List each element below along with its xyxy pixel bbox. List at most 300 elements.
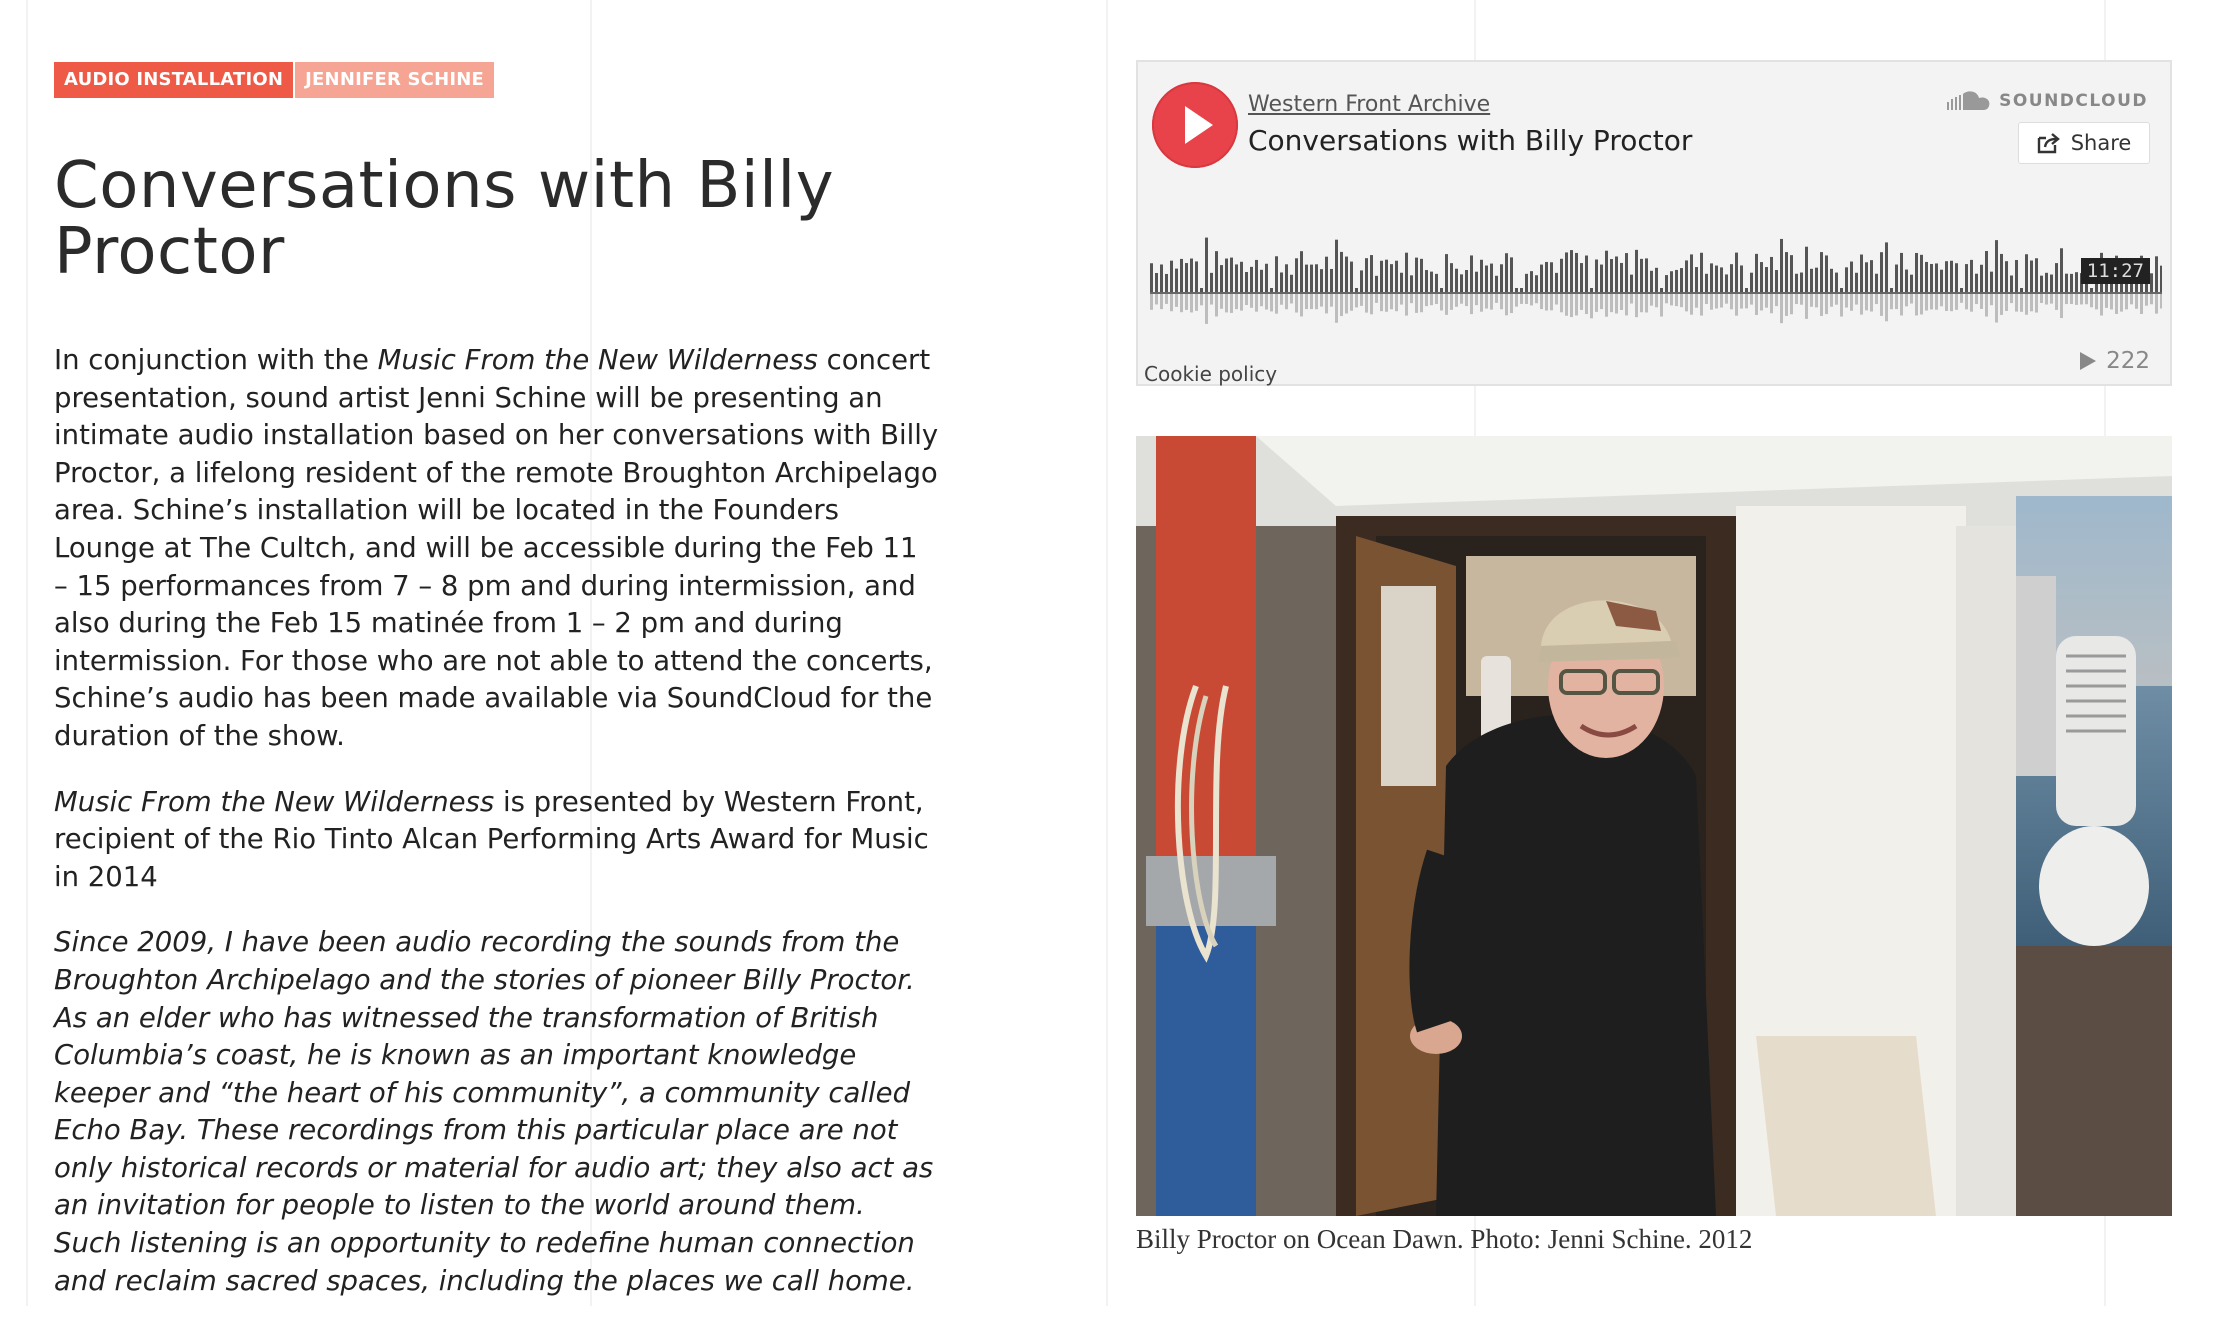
waveform-bar — [1670, 271, 1673, 292]
waveform-bar — [1395, 261, 1398, 292]
waveform-reflection — [1515, 294, 1518, 307]
waveform-bar — [1750, 273, 1753, 292]
waveform-reflection — [1920, 294, 1923, 314]
waveform-bar — [1905, 270, 1908, 292]
waveform-bar — [1545, 262, 1548, 292]
waveform-reflection — [1685, 294, 1688, 311]
waveform-reflection — [2080, 294, 2083, 304]
waveform-bar — [1490, 264, 1493, 292]
waveform-reflection — [1955, 294, 1958, 310]
waveform-reflection — [2025, 294, 2028, 315]
waveform-bar — [1705, 274, 1708, 292]
waveform-reflection — [1830, 294, 1833, 307]
waveform-reflection — [1215, 294, 1218, 316]
waveform-reflection — [1325, 294, 1328, 313]
waveform-reflection — [2055, 294, 2058, 310]
waveform-reflection — [1190, 294, 1193, 312]
waveform-reflection — [1635, 294, 1638, 317]
waveform-reflection — [2010, 294, 2013, 303]
waveform-reflection — [1225, 294, 1228, 312]
waveform-bar — [1275, 256, 1278, 292]
waveform-reflection — [1170, 294, 1173, 311]
waveform-reflection — [1205, 294, 1208, 324]
waveform-bar — [1665, 275, 1668, 292]
waveform-bar — [1685, 260, 1688, 292]
waveform-reflection — [1805, 294, 1808, 319]
share-label: Share — [2070, 131, 2132, 155]
waveform-reflection — [1570, 294, 1573, 317]
waveform-bar — [1755, 254, 1758, 292]
waveform-reflection — [1380, 294, 1383, 311]
waveform-reflection — [1695, 294, 1698, 308]
waveform-bar — [1740, 265, 1743, 292]
waveform-reflection — [2075, 294, 2078, 305]
waveform-bar — [1865, 262, 1868, 292]
waveform-reflection — [1435, 294, 1438, 304]
waveform-bar — [1835, 273, 1838, 292]
play-count-value: 222 — [2106, 348, 2150, 374]
waveform-reflection — [1475, 294, 1478, 305]
waveform-reflection — [1745, 294, 1748, 308]
waveform-reflection — [2005, 294, 2008, 311]
waveform-bar — [1715, 266, 1718, 292]
share-button[interactable] — [2018, 122, 2150, 164]
waveform-reflection — [1540, 294, 1543, 309]
waveform-reflection — [2060, 294, 2063, 318]
waveform-bar — [1640, 259, 1643, 292]
waveform-bar — [1400, 273, 1403, 292]
waveform-reflection — [1595, 294, 1598, 312]
waveform-reflection — [1970, 294, 1973, 312]
photo-caption: Billy Proctor on Ocean Dawn. Photo: Jenni Schine. 2012 — [1136, 1224, 1753, 1254]
waveform-bar — [1295, 258, 1298, 292]
waveform-bar — [1325, 257, 1328, 292]
waveform-bar — [1630, 275, 1633, 292]
waveform-reflection — [1280, 294, 1283, 305]
waveform-reflection — [1200, 294, 1203, 305]
waveform-reflection — [1575, 294, 1578, 315]
concert-title: Music From the New Wilderness — [377, 344, 818, 376]
waveform-reflection — [1385, 294, 1388, 312]
waveform-bar — [1935, 263, 1938, 292]
waveform-bar — [1280, 272, 1283, 292]
waveform-bar — [1450, 263, 1453, 292]
waveform-reflection — [1960, 294, 1963, 303]
waveform-reflection — [1375, 294, 1378, 303]
waveform-bar — [1360, 270, 1363, 292]
waveform-bar — [1525, 274, 1528, 292]
waveform-reflection — [1305, 294, 1308, 309]
waveform-reflection — [2105, 294, 2108, 308]
waveform-reflection — [1290, 294, 1293, 303]
waveform-bar — [2010, 275, 2013, 292]
waveform-reflection — [2160, 294, 2162, 308]
waveform-reflection — [1440, 294, 1443, 310]
waveform-reflection — [1255, 294, 1258, 312]
waveform-bar — [1230, 258, 1233, 292]
waveform-bar — [2020, 288, 2023, 292]
waveform-bar — [1965, 264, 1968, 292]
waveform-reflection — [1945, 294, 1948, 311]
waveform-reflection — [2000, 294, 2003, 315]
waveform-reflection — [1670, 294, 1673, 305]
waveform-bar — [1285, 264, 1288, 292]
waveform-bar — [1425, 270, 1428, 292]
waveform-reflection — [1810, 294, 1813, 307]
waveform-reflection — [1755, 294, 1758, 315]
waveform-reflection — [1535, 294, 1538, 303]
tag-jennifer-schine[interactable]: JENNIFER SCHINE — [295, 62, 494, 98]
waveform-reflection — [1365, 294, 1368, 313]
waveform-bar — [1310, 265, 1313, 292]
waveform-bar — [1900, 253, 1903, 292]
waveform-bar — [1910, 275, 1913, 292]
waveform-bar — [1730, 264, 1733, 292]
waveform-bar — [1405, 253, 1408, 292]
waveform-bar — [1570, 250, 1573, 292]
waveform-bar — [1980, 265, 1983, 292]
waveform-reflection — [1715, 294, 1718, 309]
waveform-bar — [1315, 264, 1318, 292]
waveform-bar — [1175, 269, 1178, 292]
waveform-reflection — [1645, 294, 1648, 312]
waveform-bar — [1590, 288, 1593, 292]
waveform-bar — [1185, 263, 1188, 292]
waveform-reflection — [1275, 294, 1278, 314]
waveform-bar — [1625, 253, 1628, 292]
waveform-bar — [1455, 269, 1458, 292]
waveform-bar — [1215, 251, 1218, 292]
waveform-bar — [1595, 259, 1598, 292]
waveform-reflection — [1780, 294, 1783, 323]
waveform-bar — [1470, 255, 1473, 292]
waveform-reflection — [1155, 294, 1158, 304]
waveform-reflection — [1965, 294, 1968, 309]
paragraph-intro — [54, 342, 939, 756]
waveform-reflection — [1795, 294, 1798, 304]
waveform-bar — [1870, 260, 1873, 292]
waveform-reflection — [1855, 294, 1858, 305]
waveform-reflection — [1150, 294, 1153, 310]
waveform-bar — [2050, 275, 2053, 292]
waveform-bar — [1515, 288, 1518, 292]
grid-line — [1106, 0, 1108, 1306]
waveform-bar — [1440, 288, 1443, 292]
waveform-reflection — [1395, 294, 1398, 311]
waveform-bar — [2060, 248, 2063, 292]
waveform-bar — [2030, 261, 2033, 292]
waveform-reflection — [1770, 294, 1773, 313]
waveform-bar — [1380, 261, 1383, 292]
waveform-reflection — [1980, 294, 1983, 309]
waveform-reflection — [1450, 294, 1453, 310]
waveform-bar — [2065, 274, 2068, 292]
waveform-reflection — [1640, 294, 1643, 312]
waveform-reflection — [1315, 294, 1318, 309]
waveform-bar — [1245, 272, 1248, 292]
waveform-reflection — [1555, 294, 1558, 305]
waveform-bar — [1210, 273, 1213, 292]
waveform-bar — [1585, 256, 1588, 292]
waveform-reflection — [1495, 294, 1498, 303]
waveform-reflection — [1185, 294, 1188, 310]
waveform-reflection — [1270, 294, 1273, 311]
waveform-bar — [2090, 288, 2093, 292]
waveform-bar — [1970, 260, 1973, 292]
waveform-bar — [2070, 274, 2073, 292]
waveform-bar — [1840, 288, 1843, 292]
waveform-reflection — [1850, 294, 1853, 311]
waveform-bar — [1780, 239, 1783, 292]
waveform-reflection — [2110, 294, 2113, 309]
waveform-reflection — [2065, 294, 2068, 304]
waveform-bar — [1555, 273, 1558, 292]
waveform-reflection — [1890, 294, 1893, 309]
waveform-bar — [1160, 264, 1163, 292]
waveform-bar — [1375, 276, 1378, 292]
waveform-reflection — [1785, 294, 1788, 316]
waveform-reflection — [1560, 294, 1563, 312]
waveform-bar — [1990, 272, 1993, 292]
waveform-reflection — [1690, 294, 1693, 315]
waveform-reflection — [1415, 294, 1418, 313]
waveform-reflection — [1390, 294, 1393, 309]
waveform-reflection — [1705, 294, 1708, 304]
waveform-reflection — [1860, 294, 1863, 315]
waveform-reflection — [1355, 294, 1358, 307]
waveform-bar — [1485, 266, 1488, 292]
waveform-bar — [1920, 255, 1923, 292]
waveform-reflection — [1900, 294, 1903, 316]
waveform-reflection — [1975, 294, 1978, 304]
waveform-bar — [1170, 261, 1173, 292]
waveform-bar — [1165, 274, 1168, 292]
waveform-reflection — [2035, 294, 2038, 313]
waveform-bar — [2150, 273, 2153, 292]
waveform-bar — [2155, 256, 2158, 292]
waveform-bar — [2075, 272, 2078, 292]
uploader-link[interactable]: Western Front Archive — [1248, 92, 1491, 117]
waveform-bar — [1500, 264, 1503, 292]
soundcloud-logo[interactable] — [1947, 90, 2148, 112]
waveform-reflection — [1605, 294, 1608, 317]
waveform-reflection — [2115, 294, 2118, 314]
waveform-bar — [1560, 259, 1563, 292]
article-body — [54, 342, 939, 1328]
waveform-reflection — [1865, 294, 1868, 310]
waveform-reflection — [1565, 294, 1568, 316]
waveform-reflection — [1335, 294, 1338, 323]
waveform-bar — [1875, 274, 1878, 292]
waveform-bar — [1880, 252, 1883, 292]
waveform-reflection — [2140, 294, 2143, 314]
waveform-reflection — [1425, 294, 1428, 306]
waveform-bar — [1700, 253, 1703, 292]
waveform-reflection — [1650, 294, 1653, 306]
waveform-reflection — [1490, 294, 1493, 310]
waveform-bar — [2015, 260, 2018, 292]
waveform-bar — [1950, 261, 1953, 292]
waveform-reflection — [2100, 294, 2103, 316]
waveform-reflection — [2045, 294, 2048, 305]
waveform-reflection — [1720, 294, 1723, 308]
waveform-reflection — [1445, 294, 1448, 315]
waveform-reflection — [1765, 294, 1768, 308]
waveform-bar — [2025, 254, 2028, 292]
waveform-reflection — [1615, 294, 1618, 314]
waveform-bar — [1915, 253, 1918, 292]
waveform-reflection — [1600, 294, 1603, 309]
waveform-bar — [1460, 274, 1463, 292]
waveform-reflection — [1760, 294, 1763, 310]
waveform-bar — [1505, 253, 1508, 292]
waveform-reflection — [1410, 294, 1413, 303]
waveform-bar — [1925, 262, 1928, 292]
waveform-bar — [1475, 272, 1478, 292]
waveform-reflection — [1885, 294, 1888, 321]
waveform-bar — [1760, 262, 1763, 292]
grid-line — [26, 0, 28, 1306]
waveform-bar — [1660, 288, 1663, 292]
waveform-bar — [1635, 250, 1638, 292]
waveform-reflection — [1800, 294, 1803, 305]
waveform-reflection — [1700, 294, 1703, 316]
waveform-bar — [1410, 275, 1413, 292]
waveform-reflection — [2050, 294, 2053, 304]
waveform-reflection — [1990, 294, 1993, 305]
waveform-bar — [1795, 274, 1798, 292]
waveform-bar — [1850, 262, 1853, 292]
tag-audio-installation[interactable]: AUDIO INSTALLATION — [54, 62, 293, 98]
waveform-bar — [1320, 269, 1323, 292]
waveform-bar — [1260, 270, 1263, 292]
waveform-reflection — [2130, 294, 2133, 304]
waveform-bar — [1575, 253, 1578, 292]
artist-statement: Since 2009, I have been audio recording the sounds from the Broughton Archipelago and the stories of pioneer Billy Proctor. As an elder who has witnessed the transformation of British Columbia’s coast, he is known as an important knowledge keeper and “the heart of his community”, a community called Echo Bay. These recordings from this particular place are not only historical records or material for audio art; they also act as an invitation for people to listen to the world around them. Such listening is an opportunity to redefine human connection and reclaim sacred spaces, including the places we call home. — [54, 926, 934, 1297]
waveform-reflection — [1520, 294, 1523, 304]
waveform-reflection — [1505, 294, 1508, 315]
tag-list — [54, 62, 494, 98]
waveform-bar — [1620, 263, 1623, 292]
waveform-bar — [1735, 253, 1738, 292]
waveform-bar — [1330, 269, 1333, 292]
waveform-bar — [1365, 258, 1368, 292]
waveform-reflection — [1240, 294, 1243, 311]
waveform-bar — [1300, 251, 1303, 292]
waveform-reflection — [1550, 294, 1553, 310]
waveform-bar — [1220, 265, 1223, 292]
waveform-bar — [1430, 272, 1433, 292]
waveform-bar — [1785, 252, 1788, 292]
waveform-bar — [1995, 240, 1998, 292]
waveform-reflection — [1345, 294, 1348, 313]
waveform[interactable] — [1150, 212, 2162, 372]
waveform-reflection — [2040, 294, 2043, 303]
waveform-bar — [1445, 254, 1448, 292]
waveform-reflection — [1485, 294, 1488, 309]
waveform-bar — [1775, 270, 1778, 292]
waveform-reflection — [1840, 294, 1843, 317]
waveform-reflection — [1530, 294, 1533, 305]
waveform-reflection — [2020, 294, 2023, 312]
waveform-reflection — [1835, 294, 1838, 305]
waveform-bar — [1830, 269, 1833, 292]
waveform-bar — [1890, 288, 1893, 292]
waveform-bar — [1495, 276, 1498, 292]
waveform-bar — [2055, 263, 2058, 292]
play-button[interactable] — [1152, 82, 1238, 168]
waveform-bar — [1645, 258, 1648, 292]
waveform-reflection — [1250, 294, 1253, 308]
waveform-reflection — [1500, 294, 1503, 309]
waveform-bar — [1765, 267, 1768, 292]
waveform-reflection — [1985, 294, 1988, 317]
waveform-bar — [1235, 264, 1238, 292]
waveform-reflection — [1330, 294, 1333, 307]
waveform-bar — [2000, 254, 2003, 292]
waveform-reflection — [1340, 294, 1343, 316]
waveform-bar — [2040, 276, 2043, 292]
waveform-reflection — [1935, 294, 1938, 310]
waveform-reflection — [1875, 294, 1878, 304]
waveform-reflection — [1235, 294, 1238, 309]
waveform-reflection — [1245, 294, 1248, 305]
waveform-bar — [1540, 265, 1543, 292]
waveform-bar — [1270, 288, 1273, 292]
waveform-reflection — [2155, 294, 2158, 314]
waveform-reflection — [1370, 294, 1373, 314]
paragraph-text: concert presentation, sound artist Jenni Schine will be presenting an intimate audio installation based on her conversations with Billy Proctor, a lifelong resident of the remote Broughton Archipelago area. Schine’s installation will be located in the Founders Lounge at The Cultch, and will be accessible during the Feb 11 – 15 performances from 7 – 8 pm and during intermission, and also during the Feb 15 matinée from 1 – 2 pm and during intermission. For those who are not able to attend the concerts, Schine’s audio has been made available via SoundCloud for the duration of the show. — [54, 344, 939, 752]
waveform-reflection — [1915, 294, 1918, 315]
waveform-reflection — [1680, 294, 1683, 307]
waveform-reflection — [1310, 294, 1313, 309]
waveform-bar — [1820, 252, 1823, 292]
track-title[interactable]: Conversations with Billy Proctor — [1248, 124, 1693, 157]
cookie-policy-link[interactable]: Cookie policy — [1144, 362, 1278, 386]
waveform-bar — [1355, 288, 1358, 292]
share-icon — [2037, 132, 2061, 154]
waveform-reflection — [1285, 294, 1288, 309]
waveform-reflection — [1665, 294, 1668, 303]
waveform-bar — [1770, 257, 1773, 292]
waveform-bar — [1465, 270, 1468, 292]
photo-billy-proctor — [1136, 436, 2172, 1216]
waveform-bar — [1985, 251, 1988, 292]
waveform-bar — [1535, 275, 1538, 292]
waveform-bar — [1565, 252, 1568, 292]
waveform-reflection — [1610, 294, 1613, 312]
waveform-reflection — [1910, 294, 1913, 304]
waveform-bar — [1205, 238, 1208, 292]
waveform-bar — [1415, 258, 1418, 292]
waveform-reflection — [2085, 294, 2088, 304]
waveform-reflection — [1895, 294, 1898, 309]
waveform-reflection — [1740, 294, 1743, 309]
waveform-bar — [1340, 252, 1343, 292]
waveform-bar — [1895, 265, 1898, 292]
waveform-bar — [1305, 265, 1308, 292]
waveform-reflection — [1655, 294, 1658, 307]
waveform-reflection — [2150, 294, 2153, 304]
waveform-bar — [1745, 288, 1748, 292]
waveform-baseline — [1150, 292, 2162, 294]
waveform-bar — [1605, 251, 1608, 292]
waveform-reflection — [1295, 294, 1298, 313]
waveform-bar — [1350, 262, 1353, 292]
soundcloud-cloud-icon — [1947, 90, 1991, 112]
waveform-reflection — [1630, 294, 1633, 304]
waveform-bar — [1580, 263, 1583, 292]
